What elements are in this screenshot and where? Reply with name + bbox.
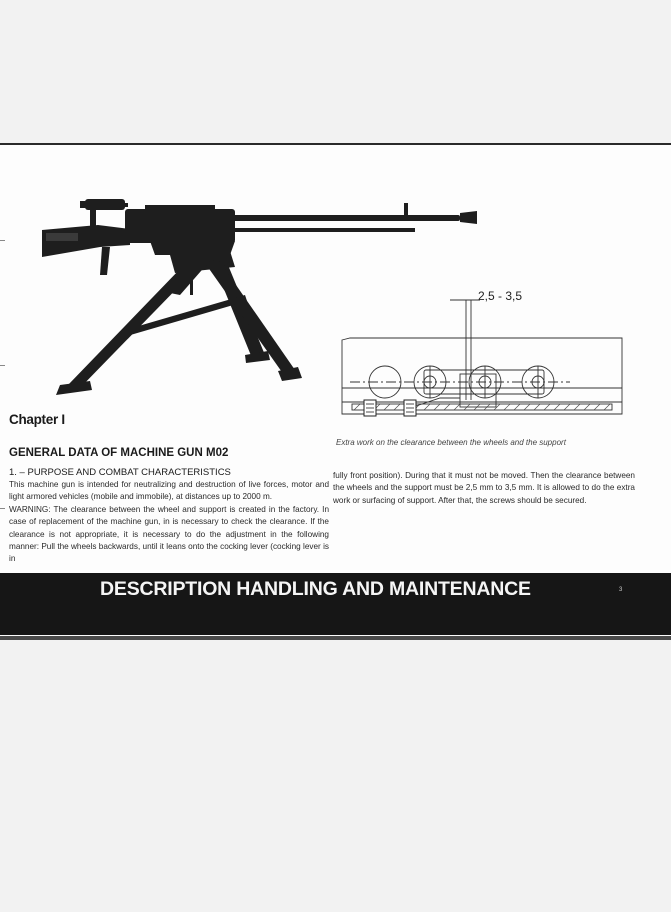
chapter-heading: Chapter I [9, 412, 65, 427]
clearance-diagram [330, 280, 630, 440]
figure-caption: Extra work on the clearance between the wheels and the support [336, 438, 566, 447]
page-number: 3 [619, 587, 623, 593]
section-title: GENERAL DATA OF MACHINE GUN M02 [9, 447, 229, 459]
paragraph: fully front position). During that it must not be moved. Then the clearance between the wheels and the support must be 2,5 mm to 3,5 mm. It is allowed to do the extra work or surfacing of support. After that, the screws should be secured. [333, 471, 635, 505]
margin-mark [0, 240, 5, 241]
text-column-right [333, 470, 635, 507]
margin-mark [0, 365, 5, 366]
paragraph: WARNING: The clearance between the wheel and support is created in the factory. In case of replacement of the machine gun, in is necessary to check the clearance. If the clearance is not appropriate, it is necessary to do the adjustment in the following manner: Pull the wheels backwards, until it leans onto the cocking lever (cocking lever is in [9, 504, 329, 564]
banner-title: DESCRIPTION HANDLING AND MAINTENANCE [100, 578, 531, 600]
paragraph: This machine gun is intended for neutralizing and destruction of live forces, motor and light armored vehicles (mobile and immobile), at distances up to 2000 m. [9, 480, 329, 502]
text-column-left [9, 479, 329, 566]
dimension-label: 2,5 - 3,5 [478, 289, 523, 303]
page-edge [0, 636, 671, 640]
margin-mark [0, 508, 5, 509]
subsection-title: 1. – PURPOSE AND COMBAT CHARACTERISTICS [9, 467, 231, 478]
